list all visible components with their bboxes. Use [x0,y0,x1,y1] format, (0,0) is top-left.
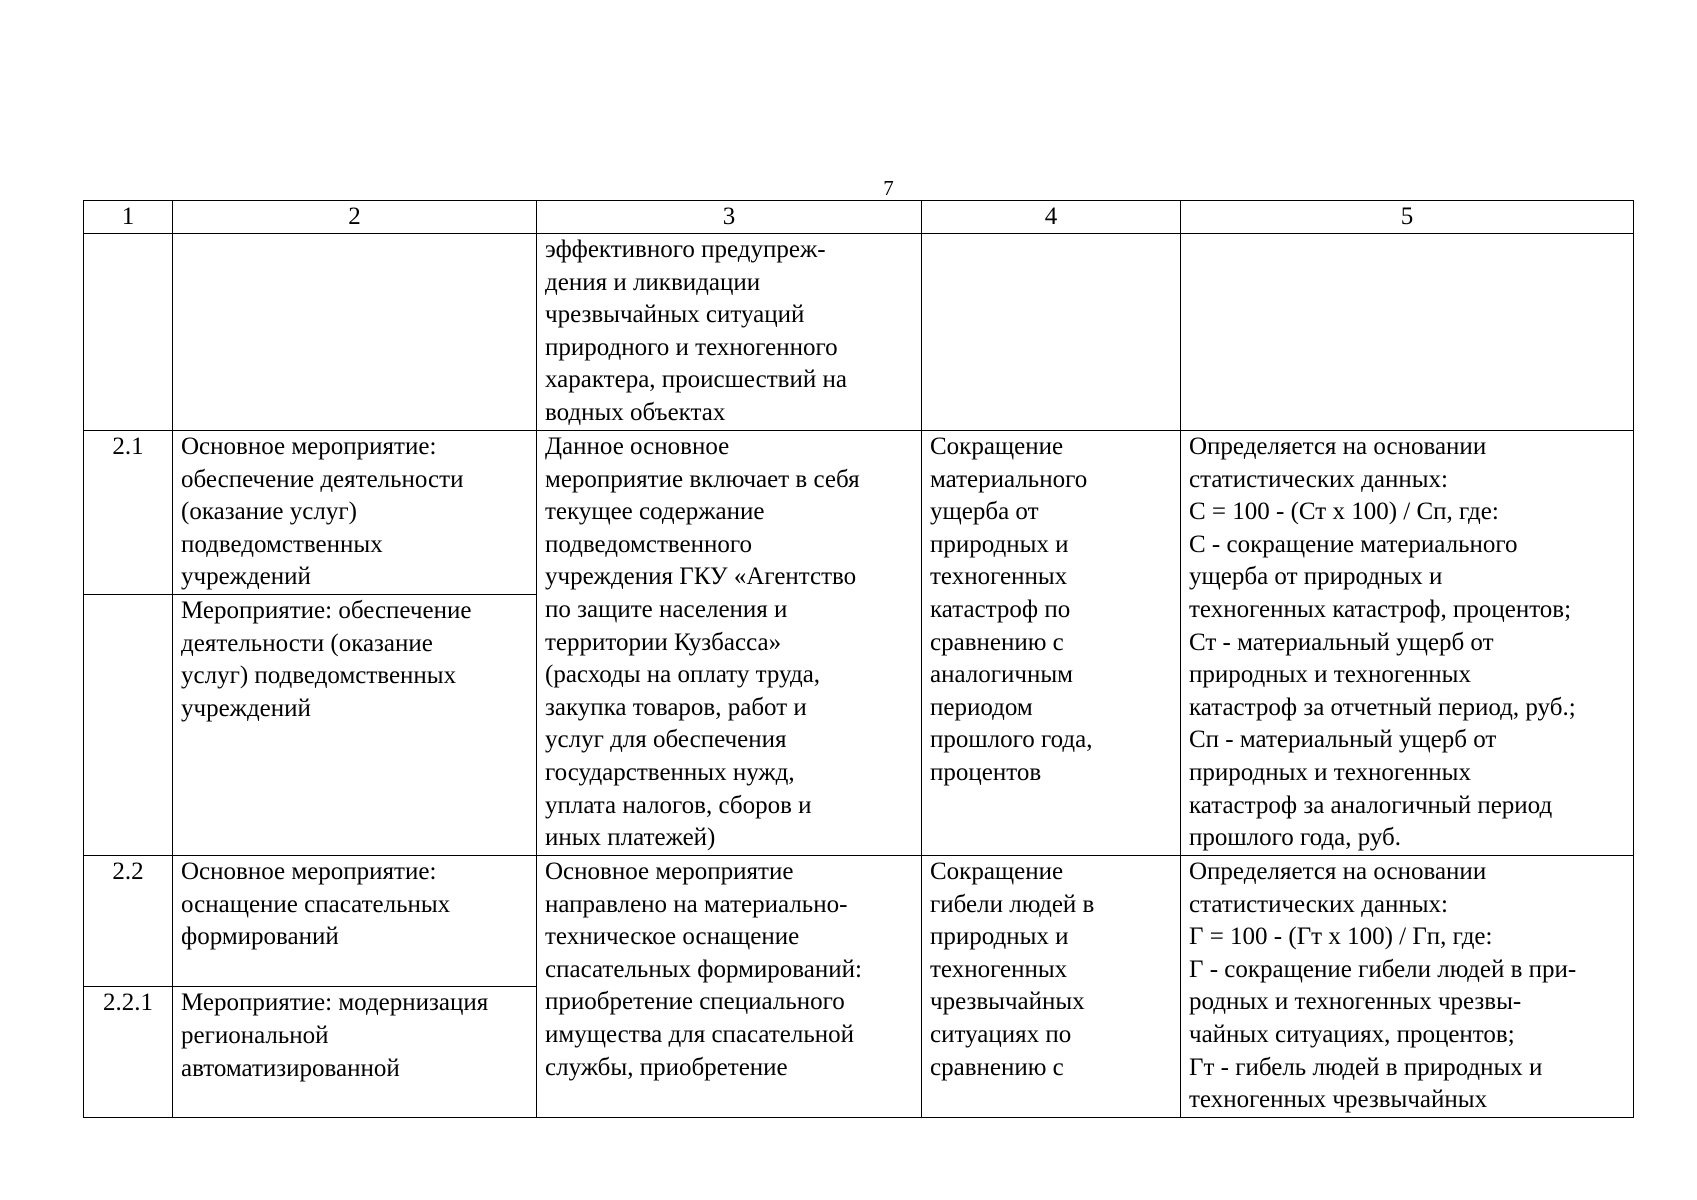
table-row-continuation [84,234,1634,431]
row-number: 2.2 [84,855,173,986]
column-header-2: 2 [173,201,537,234]
cell-activity [173,855,537,986]
activity-text: Основное мероприятие: оснащение спасательных формирований [181,857,451,951]
row-number: 2.1 [84,431,173,595]
column-header-4: 4 [922,201,1181,234]
cell-method [1181,855,1634,1117]
activity-text: Мероприятие: модернизация региональной автоматизированной [181,989,489,1082]
cell-indicator [922,855,1181,1117]
description-text: Данное основное мероприятие включает в себя текущее содержание подведомственного учреждения ГКУ «Агентство по защите населения и территории Кузбасса» (расходы на оплату труда, закупка товаров, работ и услуг для обеспечения государственных нужд, уплата налогов, сборов и иных платежей) [545,433,860,852]
cell-indicator [922,234,1181,431]
table-header-row [84,201,1634,234]
column-header-1: 1 [84,201,173,234]
column-header-5: 5 [1181,201,1634,234]
indicator-text: Сокращение материального ущерба от природных и техногенных катастроф по сравнению с аналогичным периодом прошлого года, процентов [930,433,1093,786]
row-number [84,594,173,855]
table-row-2-2 [84,855,1634,986]
cell-activity [173,431,537,595]
cell-indicator [922,431,1181,856]
cell-description [537,431,922,856]
activity-text: Мероприятие: обеспечение деятельности (оказание услуг) подведомственных учреждений [181,596,472,722]
cell-num [84,234,173,431]
cell-activity [173,987,537,1117]
description-text: Основное мероприятие направлено на материально- техническое оснащение спасательных формирований: приобретение специального имущества для спасательной службы, приобретение [545,857,862,1081]
cell-activity [173,234,537,431]
cell-description [537,855,922,1117]
cell-activity [173,594,537,855]
activity-text: Основное мероприятие: обеспечение деятельности (оказание услуг) подведомственных учреждений [181,433,464,591]
column-header-3: 3 [537,201,922,234]
row-number: 2.2.1 [84,987,173,1117]
cell-description [537,234,922,431]
method-text: Определяется на основании статистических данных: Г = 100 - (Гт х 100) / Гп, где: Г - сокращение гибели людей в при- родных и техногенных чрезвы- чайных ситуациях, процентов; Гт - гибель людей в природных и техногенных чрезвычайных [1189,857,1577,1114]
table-row-2-1 [84,431,1634,595]
page-number: 7 [883,176,894,200]
program-activities-table [83,200,1634,1118]
cell-method [1181,234,1634,431]
indicator-text: Сокращение гибели людей в природных и техногенных чрезвычайных ситуациях по сравнению с [930,857,1095,1081]
cell-method [1181,431,1634,856]
method-text: Определяется на основании статистических данных: С = 100 - (Ст х 100) / Сп, где: С - сокращение материального ущерба от природных и техногенных катастроф, процентов; Ст - материальный ущерб от природных и техногенных катастроф за отчетный период, руб.; Сп - материальный ущерб от природных и техногенных катастроф за аналогичный период прошлого года, руб. [1189,433,1576,852]
description-text: эффективного предупреж- дения и ликвидации чрезвычайных ситуаций природного и техногенного характера, происшествий на водных объектах [545,236,847,426]
